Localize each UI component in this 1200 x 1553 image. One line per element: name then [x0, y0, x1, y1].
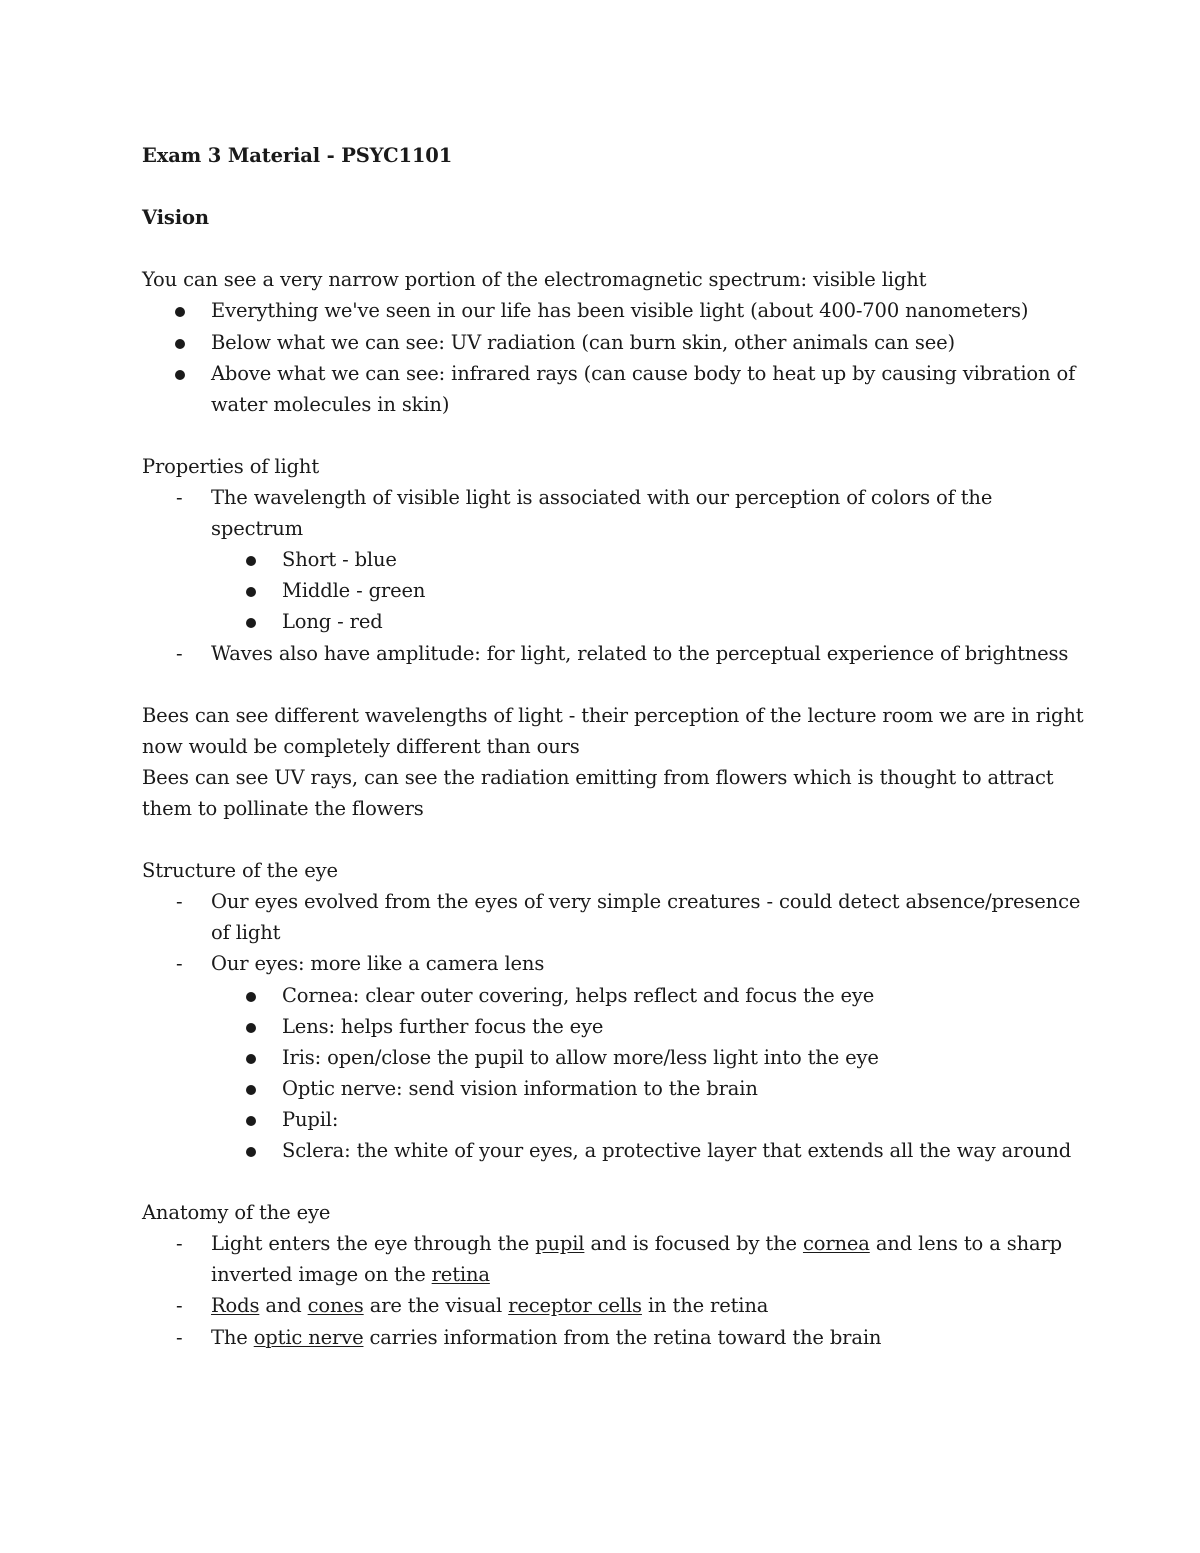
bullet-icon	[246, 1116, 256, 1126]
list-item-text: Our eyes evolved from the eyes of very simple creatures - could detect absence/presence	[211, 890, 1081, 914]
list-item-text: water molecules in skin)	[211, 392, 450, 416]
list-item-text: Long - red	[282, 610, 383, 634]
bullet-icon	[175, 370, 185, 380]
term-receptor-cells: receptor cells	[508, 1294, 642, 1318]
list-item-continuation	[142, 917, 1062, 948]
list-item	[142, 327, 1062, 358]
list-item-text: Pupil:	[282, 1107, 339, 1131]
list-item	[142, 948, 1062, 979]
anatomy-heading: Anatomy of the eye	[142, 1201, 331, 1225]
list-item-text: Iris: open/close the pupil to allow more/less light into the eye	[282, 1045, 879, 1069]
list-item	[142, 1011, 1062, 1042]
bees-paragraph-line: Bees can see different wavelengths of light - their perception of the lecture room we are in right	[142, 703, 1084, 727]
dash-marker: -	[176, 641, 183, 665]
dash-marker: -	[176, 1325, 183, 1349]
bullet-icon	[175, 307, 185, 317]
list-item-text: Our eyes: more like a camera lens	[211, 952, 545, 976]
list-item	[142, 1322, 1062, 1353]
section-heading-vision: Vision	[142, 206, 209, 230]
list-item-text: The wavelength of visible light is associated with our perception of colors of the	[211, 486, 993, 510]
list-item-continuation	[142, 1259, 1062, 1290]
list-item	[142, 980, 1062, 1011]
list-item	[142, 358, 1076, 389]
bullet-icon	[246, 992, 256, 1002]
dash-marker: -	[176, 890, 183, 914]
list-item-text: Short - blue	[282, 548, 397, 572]
term-cornea: cornea	[802, 1232, 870, 1256]
text-span: and is focused by the	[584, 1232, 803, 1256]
bullet-icon	[246, 1147, 256, 1157]
bullet-icon	[246, 1023, 256, 1033]
list-item	[142, 1135, 1072, 1166]
list-item	[142, 1104, 1062, 1135]
document-title: Exam 3 Material - PSYC1101	[142, 144, 453, 167]
spectrum-intro: You can see a very narrow portion of the electromagnetic spectrum: visible light	[142, 268, 927, 292]
term-retina: retina	[431, 1263, 490, 1287]
bullet-icon	[246, 618, 256, 628]
dash-marker: -	[176, 952, 183, 976]
list-item	[142, 606, 1062, 637]
bullet-icon	[246, 1054, 256, 1064]
dash-marker: -	[176, 1294, 183, 1318]
list-item-text: Sclera: the white of your eyes, a protective layer that extends all the way around	[282, 1139, 1072, 1162]
list-item-text: Below what we can see: UV radiation (can burn skin, other animals can see)	[211, 330, 955, 354]
list-item	[142, 295, 1062, 326]
term-pupil: pupil	[535, 1232, 585, 1256]
text-span: are the visual	[363, 1294, 509, 1318]
properties-heading: Properties of light	[142, 454, 320, 478]
structure-heading: Structure of the eye	[142, 859, 338, 883]
list-item-continuation	[142, 513, 1062, 544]
list-item-text: spectrum	[211, 517, 303, 541]
bullet-icon	[175, 339, 185, 349]
list-item	[142, 638, 1069, 669]
list-item	[142, 1228, 1062, 1259]
bullet-icon	[246, 587, 256, 597]
text-span: The	[211, 1325, 254, 1349]
list-item	[142, 1042, 1062, 1073]
bullet-icon	[246, 1085, 256, 1095]
list-item	[142, 886, 1081, 917]
list-item-text: Waves also have amplitude: for light, related to the perceptual experience of brightness	[211, 641, 1069, 665]
list-item-text: Middle - green	[282, 579, 426, 603]
list-item-text: of light	[211, 921, 281, 945]
bees-paragraph-line: Bees can see UV rays, can see the radiation emitting from flowers which is thought to attract	[142, 765, 1054, 789]
text-span: Light enters the eye through the	[211, 1232, 536, 1256]
list-item-continuation	[142, 389, 1062, 420]
list-item	[142, 482, 1062, 513]
dash-marker: -	[176, 1232, 183, 1256]
document-body	[142, 140, 1084, 1353]
term-optic-nerve: optic nerve	[253, 1325, 364, 1349]
text-span: inverted image on the	[211, 1263, 432, 1287]
dash-marker: -	[176, 486, 183, 510]
list-item-text: Everything we've seen in our life has been visible light (about 400-700 nanometers)	[211, 299, 1029, 323]
list-item	[142, 575, 1062, 606]
list-item-text: Lens: helps further focus the eye	[282, 1014, 604, 1038]
list-item-text: Above what we can see: infrared rays (can cause body to heat up by causing vibration of	[211, 361, 1076, 385]
text-span: carries information from the retina toward the brain	[363, 1325, 882, 1349]
list-item-text: Cornea: clear outer covering, helps reflect and focus the eye	[282, 983, 875, 1007]
list-item	[142, 1290, 1062, 1321]
bees-paragraph-line: now would be completely different than ours	[142, 734, 580, 758]
bullet-icon	[246, 556, 256, 566]
term-cones: cones	[307, 1294, 364, 1318]
list-item	[142, 1073, 1062, 1104]
bees-paragraph-line: them to pollinate the flowers	[142, 796, 424, 820]
term-rods: Rods	[211, 1294, 260, 1318]
text-span: and	[259, 1294, 308, 1318]
text-span: in the retina	[641, 1294, 769, 1318]
text-span: and lens to a sharp	[869, 1232, 1062, 1256]
list-item	[142, 544, 1062, 575]
list-item-text: Optic nerve: send vision information to the brain	[282, 1076, 758, 1100]
